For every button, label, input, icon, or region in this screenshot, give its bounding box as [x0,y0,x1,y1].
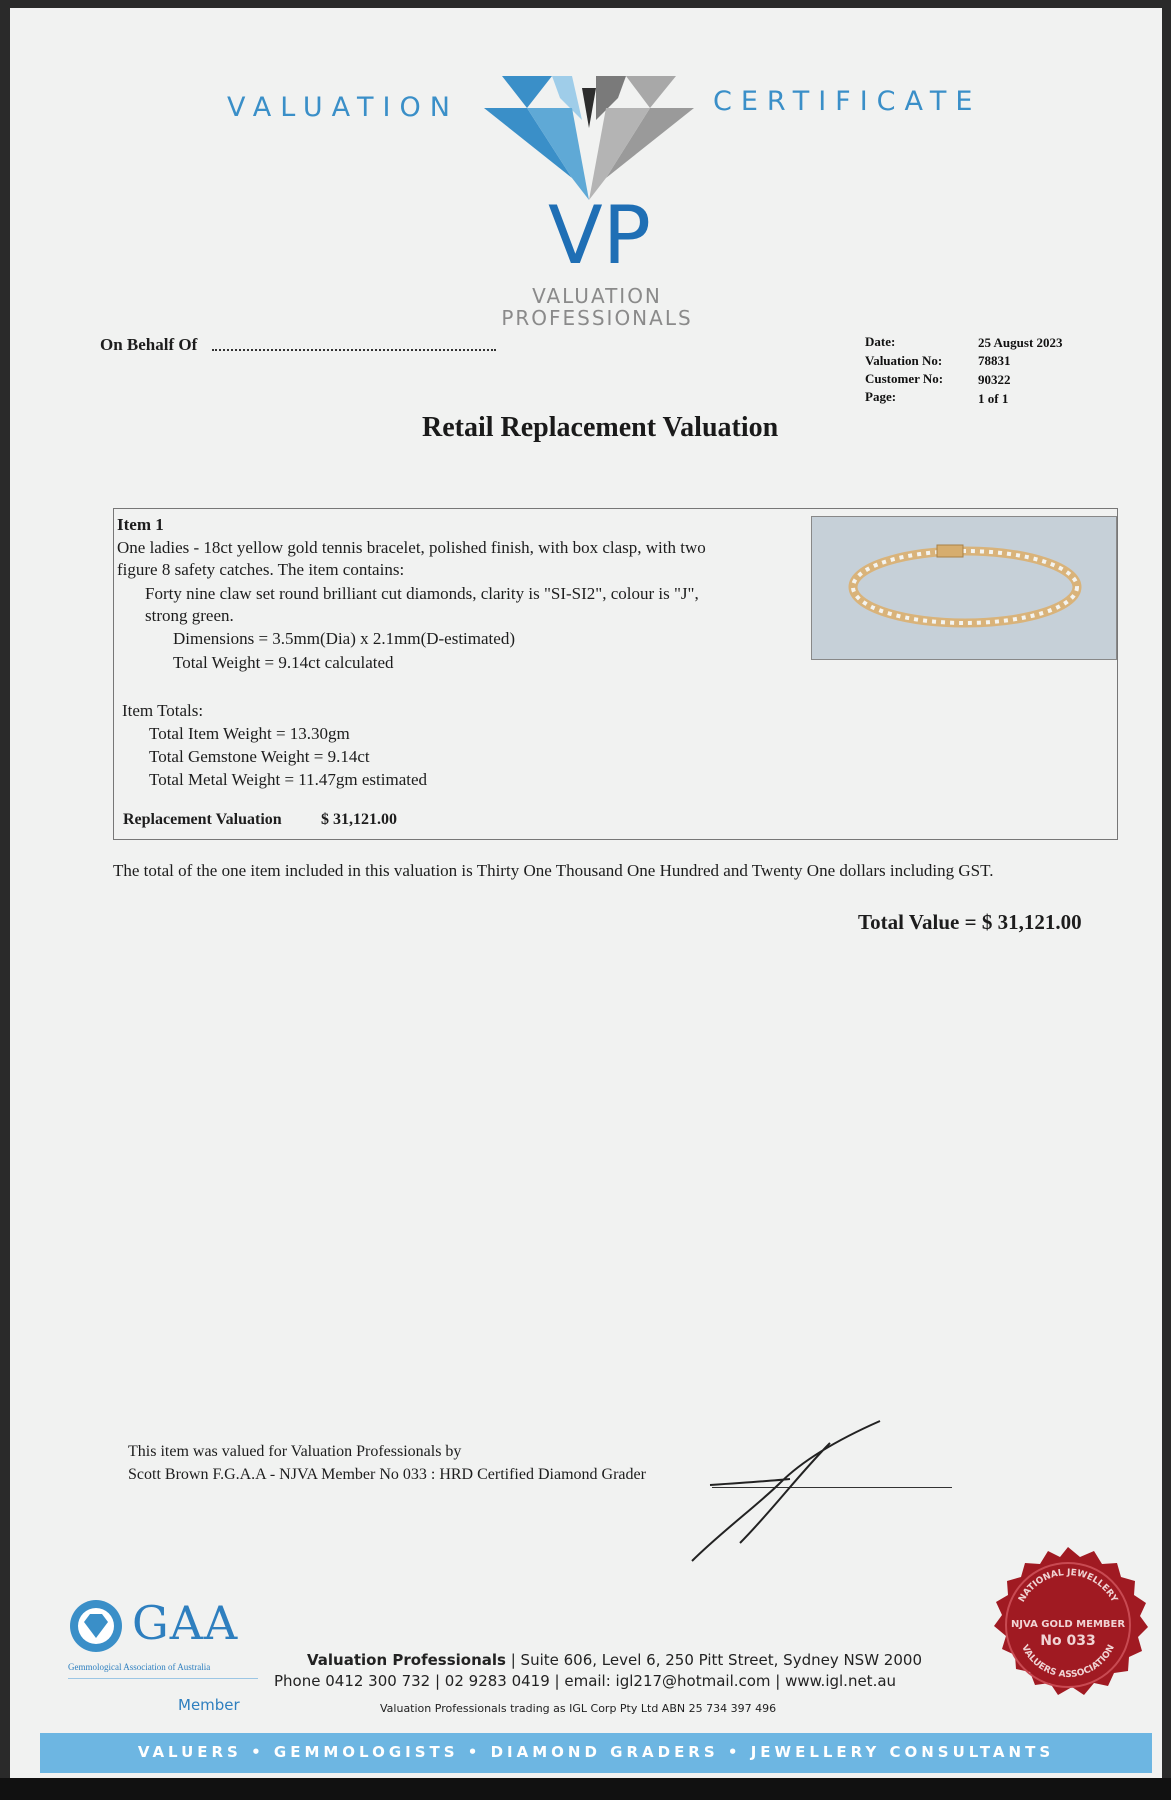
item-heading: Item 1 [117,515,164,534]
valuer-line1: This item was valued for Valuation Professionals by [128,1443,462,1460]
page-value: 1 of 1 [978,391,1009,406]
date-label: Date: [865,334,896,349]
on-behalf-of-line [212,349,496,351]
total-weight-line: Total Weight = 9.14ct calculated [173,653,394,672]
gaa-full-name: Gemmological Association of Australia [68,1662,211,1672]
gaa-member-label: Member [178,1696,240,1714]
diamond-description-line1: Forty nine claw set round brilliant cut diamonds, clarity is "SI-SI2", colour is "J", [145,584,699,603]
seal-arc-top: NATIONAL JEWELLERY [1017,1567,1119,1605]
item-totals-heading: Item Totals: [122,701,204,720]
header-certificate-word: CERTIFICATE [713,86,982,117]
logo-subtitle-valuation: VALUATION [532,284,662,308]
replacement-valuation-value: $ 31,121.00 [321,811,397,828]
signature-icon [680,1413,920,1563]
certificate-page [10,8,1162,1778]
tennis-bracelet-icon [812,517,1116,659]
seal-line2: No 033 [1040,1633,1096,1649]
dimensions-line: Dimensions = 3.5mm(Dia) x 2.1mm(D-estimated) [173,629,515,648]
valuation-no-label: Valuation No: [865,353,943,368]
date-value: 25 August 2023 [978,335,1063,350]
item-description-line1: One ladies - 18ct yellow gold tennis bracelet, polished finish, with box clasp, with two [117,538,706,557]
total-value: Total Value = $ 31,121.00 [858,910,1082,934]
total-item-weight: Total Item Weight = 13.30gm [149,724,350,743]
replacement-valuation-label: Replacement Valuation [123,811,282,828]
summary-sentence: The total of the one item included in this valuation is Thirty One Thousand One Hundred and Twenty One dollars including GST. [113,861,994,880]
gaa-letters: GAA [132,1596,239,1650]
page-label: Page: [865,389,897,404]
item-description-line2: figure 8 safety catches. The item contains: [117,560,405,579]
footer-contact-line: Phone 0412 300 732 | 02 9283 0419 | email: igl217@hotmail.com | www.igl.net.au [274,1672,897,1690]
item-box [113,508,1118,840]
footer-address: | Suite 606, Level 6, 250 Pitt Street, Sydney NSW 2000 [510,1651,922,1669]
footer-banner-text: VALUERS • GEMMOLOGISTS • DIAMOND GRADERS • JEWELLERY CONSULTANTS [137,1743,1055,1761]
footer-address-line [307,1651,922,1669]
customer-no-label: Customer No: [865,371,944,386]
valuer-line2: Scott Brown F.G.A.A - NJVA Member No 033 : HRD Certified Diamond Grader [128,1466,646,1483]
footer-company-name: Valuation Professionals [307,1651,506,1669]
bracelet-photo [811,516,1117,660]
seal-arc-bottom: VALUERS ASSOCIATION [1019,1643,1117,1681]
valuation-no-value: 78831 [978,353,1011,368]
gaa-emblem-icon [68,1598,124,1654]
document-title: Retail Replacement Valuation [422,412,779,443]
diamond-logo-icon [482,68,696,208]
gaa-divider [68,1678,258,1679]
on-behalf-of-label: On Behalf Of [100,335,198,354]
header-valuation-word: VALUATION [227,92,459,123]
photo-background-edge [0,1778,1171,1800]
total-gemstone-weight: Total Gemstone Weight = 9.14ct [149,747,370,766]
diamond-description-line2: strong green. [145,606,234,625]
customer-no-value: 90322 [978,372,1011,387]
njva-seal-icon [988,1545,1148,1705]
footer-banner [40,1733,1152,1773]
logo-subtitle-professionals: PROFESSIONALS [501,306,693,330]
footer-trading-line: Valuation Professionals trading as IGL Corp Pty Ltd ABN 25 734 397 496 [380,1702,777,1715]
vp-logo-letters: VP [548,189,651,282]
seal-line1: NJVA GOLD MEMBER [1010,1619,1126,1630]
total-metal-weight: Total Metal Weight = 11.47gm estimated [149,770,428,789]
